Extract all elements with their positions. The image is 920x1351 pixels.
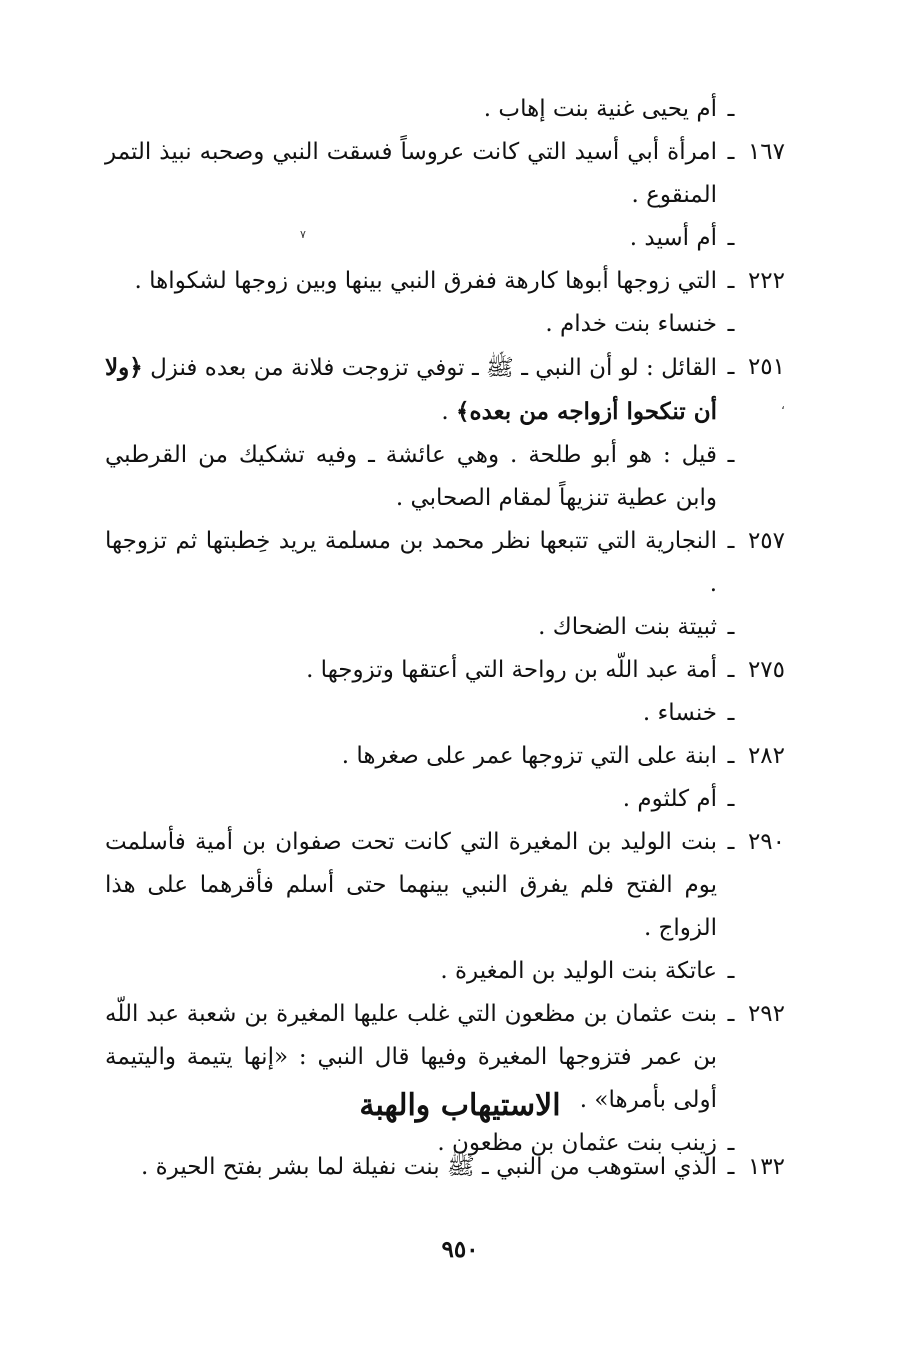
list-item (105, 434, 785, 520)
entry-dash: ـ (727, 829, 735, 855)
section-heading: الاستيهاب والهبة (359, 1088, 561, 1123)
entry-dash: ـ (727, 743, 735, 769)
entry-number: ١٣٢ (747, 1154, 785, 1180)
entry-text: بنت عثمان بن مظعون التي غلب عليها المغيرة بن شعبة عبد اللّه بن عمر فتزوجها المغيرة وفيها قال النبي : «إنها يتيمة واليتيمة أولى بأمرها» . (105, 1001, 717, 1113)
entry-text: قيل : هو أبو طلحة . وهي عائشة ـ وفيه تشكيك من القرطبي وابن عطية تنزيهاً لمقام الصحابي . (105, 442, 717, 511)
entry-dash: ـ (727, 786, 735, 812)
entry-text-main: القائل : لو أن النبي ـ ﷺ ـ توفي تزوجت فلانة من بعده فنزل (142, 355, 717, 381)
entry-dash: ـ (727, 1001, 735, 1027)
entry-text: النجارية التي تتبعها نظر محمد بن مسلمة يريد خِطبتها ثم تزوجها . (105, 528, 717, 597)
list-item (105, 520, 785, 606)
list-item (105, 950, 785, 993)
entry-dash: ـ (727, 139, 735, 165)
entry-number: ٢٢٢ (747, 268, 785, 294)
list-item (105, 649, 785, 692)
entry-dash: ـ (727, 958, 735, 984)
stray-mark: ٧ (300, 228, 306, 241)
stray-mark: ، (781, 398, 785, 412)
entry-dash: ـ (727, 268, 735, 294)
entry-dash: ـ (727, 96, 735, 122)
entry-number: ١٦٧ (747, 139, 785, 165)
entry-text: الذي استوهب من النبي ـ ﷺ بنت نفيلة لما بشر بفتح الحيرة . (140, 1154, 717, 1180)
quran-quote: ﴿ولا أن تنكحوا أزواجه من بعده﴾ (105, 354, 717, 425)
entry-text: التي زوجها أبوها كارهة ففرق النبي بينها وبين زوجها لشكواها . (134, 268, 717, 294)
list-item (105, 131, 785, 217)
list-item (105, 735, 785, 778)
list-item (105, 821, 785, 950)
entry-text: أمة عبد اللّه بن رواحة التي أعتقها وتزوجها . (306, 657, 717, 683)
entry-text: أم أسيد . (629, 225, 717, 251)
list-item (105, 778, 785, 821)
entry-number: ٢٧٥ (747, 657, 785, 683)
list-item (105, 260, 785, 303)
entries-list (105, 88, 785, 1165)
entry-text (105, 346, 717, 434)
entry-dash: ـ (727, 528, 735, 554)
list-item (105, 303, 785, 346)
entry-dash: ـ (727, 614, 735, 640)
entry-dash: ـ (727, 354, 735, 380)
entry-text: بنت الوليد بن المغيرة التي كانت تحت صفوان بن أمية فأسلمت يوم الفتح فلم يفرق النبي بينهما حتى أسلم فأقرهما على هذا الزواج . (105, 829, 717, 941)
entry-number: ٢٩٢ (747, 1001, 785, 1027)
entry-dash: ـ (727, 700, 735, 726)
entry-text: خنساء بنت خدام . (545, 311, 717, 337)
entry-text-end: . (441, 399, 457, 425)
entry-number: ٢٩٠ (747, 829, 785, 855)
entry-number: ٢٨٢ (747, 743, 785, 769)
entry-text: عاتكة بنت الوليد بن المغيرة . (440, 958, 717, 984)
entry-text: خنساء . (642, 700, 717, 726)
entry-dash: ـ (727, 442, 735, 468)
list-item (105, 1146, 785, 1189)
entry-text: أم كلثوم . (622, 786, 717, 812)
page-number: ٩٥٠ (441, 1236, 479, 1263)
entry-number: ٢٥٧ (747, 528, 785, 554)
entry-text: امرأة أبي أسيد التي كانت عروساً فسقت النبي وصحبه نبيذ التمر المنقوع . (105, 139, 717, 208)
list-item (105, 606, 785, 649)
entry-dash: ـ (727, 1130, 735, 1156)
entry-dash: ـ (727, 311, 735, 337)
entry-text: ابنة على التي تزوجها عمر على صغرها . (341, 743, 717, 769)
list-item (105, 217, 785, 260)
entry-text: ثبيتة بنت الضحاك . (538, 614, 717, 640)
list-item (105, 346, 785, 434)
entry-dash: ـ (727, 1154, 735, 1180)
entry-text: زينب بنت عثمان بن مظعون . (437, 1130, 717, 1156)
entry-dash: ـ (727, 657, 735, 683)
list-item (105, 692, 785, 735)
entry-text: أم يحيى غنية بنت إهاب . (483, 96, 717, 122)
entry-dash: ـ (727, 225, 735, 251)
entry-number: ٢٥١ (747, 354, 785, 380)
section-entries (105, 1146, 785, 1189)
list-item (105, 88, 785, 131)
